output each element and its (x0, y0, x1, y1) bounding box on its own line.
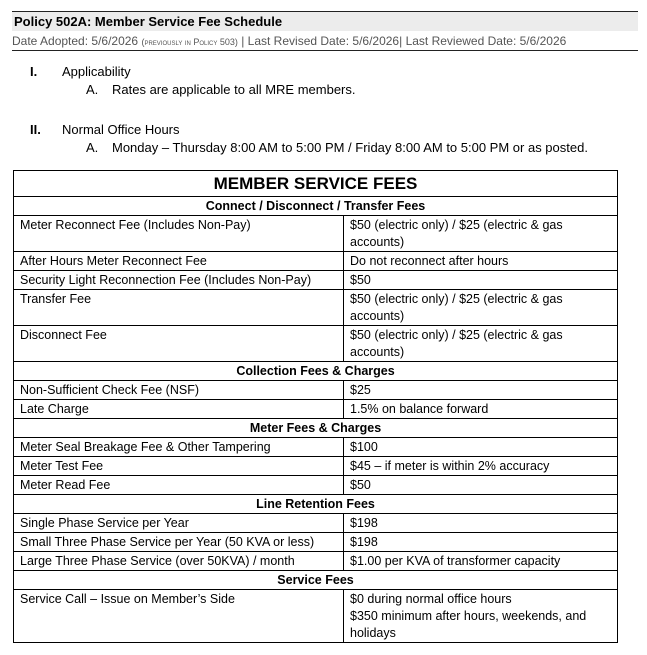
section-item (86, 140, 588, 155)
category-row (14, 419, 618, 438)
fee-amount-cell: $50 (electric only) / $25 (electric & gas accounts) (344, 290, 618, 326)
section-applicability (30, 64, 356, 97)
fee-amount-cell: $198 (344, 533, 618, 552)
category-heading: Collection Fees & Charges (14, 362, 618, 381)
section-heading: Applicability (62, 64, 131, 79)
table-row (14, 533, 618, 552)
fee-name-cell: Meter Test Fee (14, 457, 344, 476)
fee-name-cell: Meter Seal Breakage Fee & Other Tampering (14, 438, 344, 457)
fee-name-cell: Meter Read Fee (14, 476, 344, 495)
table-row (14, 438, 618, 457)
table-title-row (14, 171, 618, 197)
table-row (14, 252, 618, 271)
section-heading: Normal Office Hours (62, 122, 180, 137)
fee-amount-cell: 1.5% on balance forward (344, 400, 618, 419)
table-row (14, 400, 618, 419)
fee-name-cell: Security Light Reconnection Fee (Includes Non-Pay) (14, 271, 344, 290)
fee-amount-cell: $100 (344, 438, 618, 457)
category-heading: Meter Fees & Charges (14, 419, 618, 438)
table-title: MEMBER SERVICE FEES (14, 171, 618, 197)
table-row (14, 476, 618, 495)
table-row (14, 552, 618, 571)
fee-name-cell: Late Charge (14, 400, 344, 419)
fee-amount-cell: $50 (344, 271, 618, 290)
category-heading: Connect / Disconnect / Transfer Fees (14, 197, 618, 216)
fee-amount-cell: $45 – if meter is within 2% accuracy (344, 457, 618, 476)
category-row (14, 197, 618, 216)
fee-name-cell: Service Call – Issue on Member’s Side (14, 590, 344, 643)
table-row (14, 514, 618, 533)
section-item (86, 82, 356, 97)
fee-amount-cell: $50 (electric only) / $25 (electric & gas accounts) (344, 216, 618, 252)
date-adopted-note: (previously in Policy 503) (141, 37, 238, 47)
table-row (14, 326, 618, 362)
item-text: Rates are applicable to all MRE members. (112, 82, 356, 97)
table-row (14, 457, 618, 476)
category-row (14, 495, 618, 514)
policy-title: Policy 502A: Member Service Fee Schedule (12, 11, 638, 31)
table-row (14, 590, 618, 643)
section-numeral: I. (30, 64, 38, 79)
last-revised-date: | Last Revised Date: 5/6/2026| (241, 34, 403, 48)
fee-name-cell: Disconnect Fee (14, 326, 344, 362)
fee-amount-cell: $50 (electric only) / $25 (electric & gas accounts) (344, 326, 618, 362)
section-numeral: II. (30, 122, 41, 137)
fee-amount-cell: $50 (344, 476, 618, 495)
member-service-fees-table (13, 170, 618, 643)
fee-amount-cell: $0 during normal office hours $350 minimum after hours, weekends, and holidays (344, 590, 618, 643)
fee-amount-cell: Do not reconnect after hours (344, 252, 618, 271)
fee-amount-cell: $1.00 per KVA of transformer capacity (344, 552, 618, 571)
fee-amount-cell: $198 (344, 514, 618, 533)
fee-name-cell: After Hours Meter Reconnect Fee (14, 252, 344, 271)
fee-name-cell: Meter Reconnect Fee (Includes Non-Pay) (14, 216, 344, 252)
fee-name-cell: Non-Sufficient Check Fee (NSF) (14, 381, 344, 400)
policy-dates (12, 32, 638, 51)
fee-name-cell: Large Three Phase Service (over 50KVA) / month (14, 552, 344, 571)
fee-name-cell: Small Three Phase Service per Year (50 KVA or less) (14, 533, 344, 552)
table-row (14, 271, 618, 290)
category-heading: Line Retention Fees (14, 495, 618, 514)
last-reviewed-date: Last Reviewed Date: 5/6/2026 (405, 34, 567, 48)
item-letter: A. (86, 82, 99, 97)
category-row (14, 362, 618, 381)
table-row (14, 381, 618, 400)
fee-amount-cell: $25 (344, 381, 618, 400)
table-row (14, 290, 618, 326)
category-row (14, 571, 618, 590)
fee-name-cell: Single Phase Service per Year (14, 514, 344, 533)
category-heading: Service Fees (14, 571, 618, 590)
date-adopted: Date Adopted: 5/6/2026 (12, 34, 139, 48)
item-letter: A. (86, 140, 99, 155)
section-office-hours (30, 122, 588, 155)
fee-name-cell: Transfer Fee (14, 290, 344, 326)
item-text: Monday – Thursday 8:00 AM to 5:00 PM / Friday 8:00 AM to 5:00 PM or as posted. (112, 140, 588, 155)
table-row (14, 216, 618, 252)
